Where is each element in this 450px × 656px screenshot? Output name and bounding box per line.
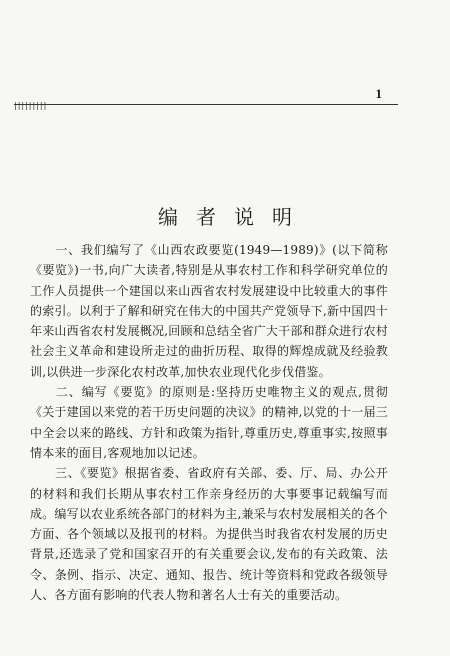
paragraph-2: 二、编写《要览》的原则是:坚持历史唯物主义的观点,贯彻《关于建国以来党的若干历史问题的决议》的精神,以党的十一届三中全会以来的路线、方针和政策为指针,尊重历史,尊重事实,按照事情本来的面目,客观地加以记述。 [30, 385, 388, 460]
header-mark: ||||||||| [14, 101, 48, 110]
body-text [30, 240, 388, 605]
header-rule [14, 104, 398, 105]
paragraph-3: 三、《要览》根据省委、省政府有关部、委、厅、局、办公开的材料和我们长期从事农村工作亲身经历的大事要事记载编写而成。编写以农业系统各部门的材料为主,兼采与农村发展相关的各个方面、各个领域以及报刊的材料。为提供当时我省农村发展的历史背景,还选录了党和国家召开的有关重要会议,发布的有关政策、法令、条例、指示、决定、通知、报告、统计等资料和党政各级领导人、各方面有影响的代表人物和著名人士有关的重要活动。 [30, 466, 388, 603]
paragraph-1: 一、我们编写了《山西农政要览(1949—1989)》(以下简称《要览》)一书,向广大读者,特别是从事农村工作和科学研究单位的工作人员提供一个建国以来山西省农村发展建设中比较重大的事件的索引。以利于了解和研究在伟大的中国共产党领导下,新中国四十年来山西省农村发展概况,回顾和总结全省广大干部和群众进行农村社会主义革命和建设所走过的曲折历程、取得的辉煌成就及经验教训,以供进一步深化农村改革,加快农业现代化步伐借鉴。 [30, 243, 388, 379]
page-number: 1 [375, 86, 382, 101]
page-title: 编者说明 [158, 205, 310, 230]
